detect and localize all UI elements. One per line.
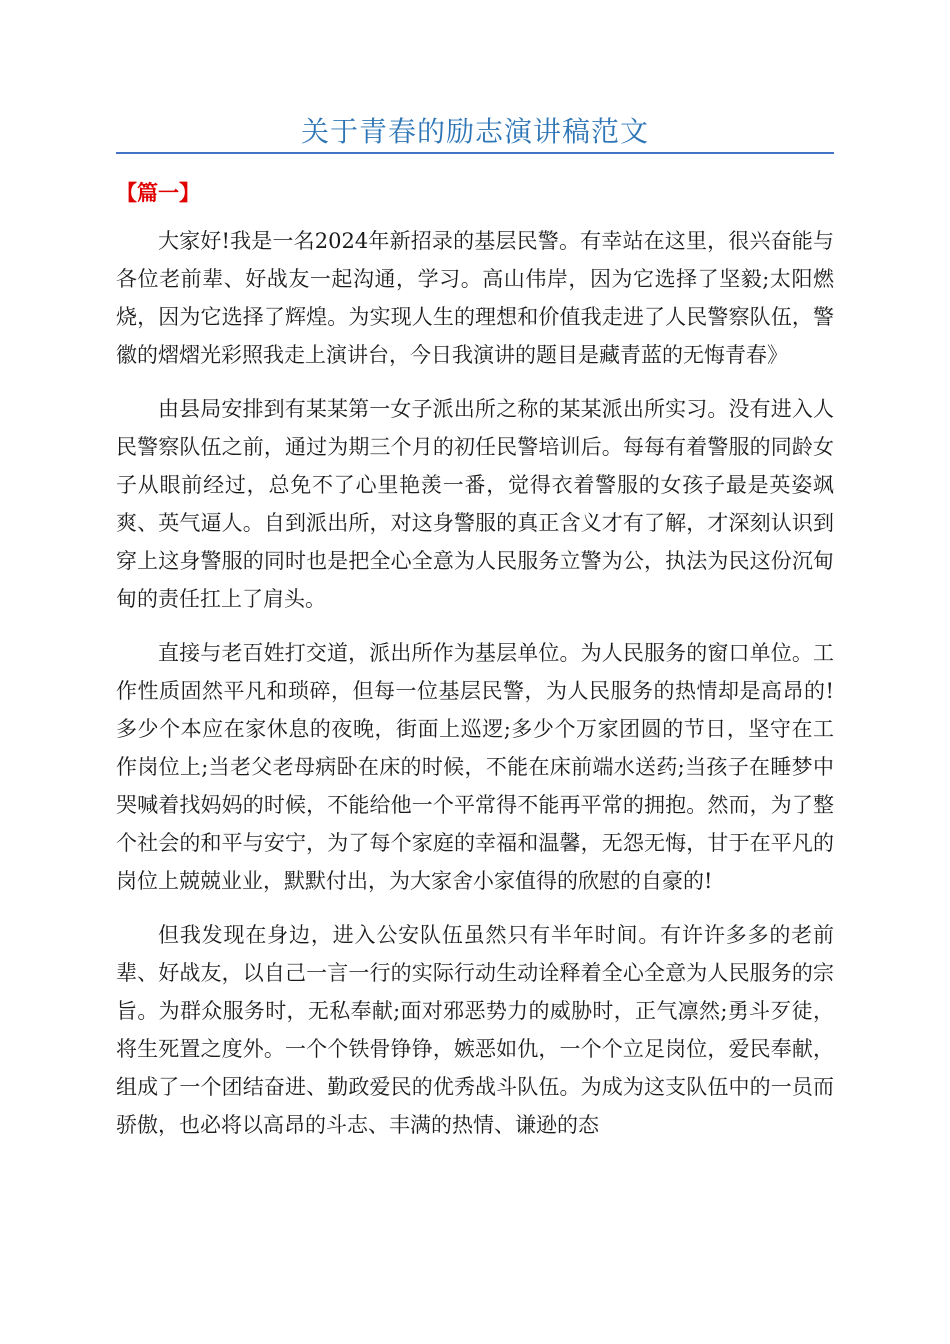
- paragraph-3: 直接与老百姓打交道，派出所作为基层单位。为人民服务的窗口单位。工作性质固然平凡和琐碎，但每一位基层民警，为人民服务的热情却是高昂的!多少个本应在家休息的夜晚，街面上巡逻;多少个万家团圆的节日，坚守在工作岗位上;当老父老母病卧在床的时候，不能在床前端水送药;当孩子在睡梦中哭喊着找妈妈的时候，不能给他一个平常得不能再平常的拥抱。然而，为了整个社会的和平与安宁，为了每个家庭的幸福和温馨，无怨无悔，甘于在平凡的岗位上兢兢业业，默默付出，为大家舍小家值得的欣慰的自豪的!: [116, 641, 834, 893]
- title-underline: [116, 152, 834, 154]
- paragraph-2: 由县局安排到有某某第一女子派出所之称的某某派出所实习。没有进入人民警察队伍之前，通过为期三个月的初任民警培训后。每每有着警服的同龄女子从眼前经过，总免不了心里艳羡一番，觉得衣着警服的女孩子最是英姿飒爽、英气逼人。自到派出所，对这身警服的真正含义才有了解，才深刻认识到穿上这身警服的同时也是把全心全意为人民服务立警为公，执法为民这份沉甸甸的责任扛上了肩头。: [116, 397, 834, 611]
- document-body: [116, 222, 834, 1160]
- paragraph-1: 大家好!我是一名2024年新招录的基层民警。有幸站在这里，很兴奋能与各位老前辈、好战友一起沟通，学习。高山伟岸，因为它选择了坚毅;太阳燃烧，因为它选择了辉煌。为实现人生的理想和价值我走进了人民警察队伍，警徽的熠熠光彩照我走上演讲台，今日我演讲的题目是藏青蓝的无悔青春》: [116, 229, 834, 367]
- section-heading: 【篇一】: [116, 181, 200, 205]
- paragraph-4: 但我发现在身边，进入公安队伍虽然只有半年时间。有许许多多的老前辈、好战友，以自己一言一行的实际行动生动诠释着全心全意为人民服务的宗旨。为群众服务时，无私奉献;面对邪恶势力的威胁时，正气凛然;勇斗歹徒，将生死置之度外。一个个铁骨铮铮，嫉恶如仇，一个个立足岗位，爱民奉献，组成了一个团结奋进、勤政爱民的优秀战斗队伍。为成为这支队伍中的一员而骄傲，也必将以高昂的斗志、丰满的热情、谦逊的态: [116, 923, 834, 1137]
- document-title: 关于青春的励志演讲稿范文: [300, 115, 649, 148]
